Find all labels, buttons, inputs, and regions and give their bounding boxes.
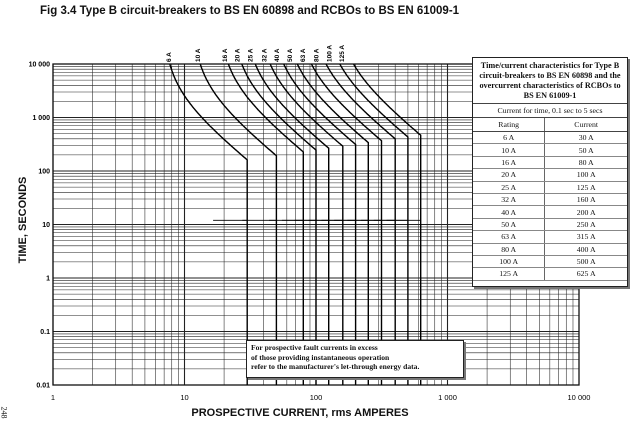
rating-cell: 10 A [473, 144, 545, 156]
y-tick-label: 1 000 [32, 115, 50, 122]
series-label-100a: 100 A [326, 44, 334, 62]
table-row [473, 255, 627, 267]
y-tick-label: 100 [38, 168, 50, 176]
table-row [473, 156, 627, 168]
series-label-25a: 25 A [247, 48, 255, 62]
table-title: Time/current characteristics for Type B circuit-breakers to BS EN 60898 and the overcurrent characteristics of RCBOs to BS EN 61009-1 [479, 61, 621, 100]
rating-cell: 80 A [473, 243, 545, 255]
current-cell: 200 A [545, 206, 627, 218]
x-tick-label: 1 000 [438, 393, 457, 402]
ratings-table [473, 118, 627, 281]
y-axis-label: TIME, SECONDS [17, 176, 29, 264]
series-label-125a: 125 A [339, 44, 347, 62]
current-cell: 315 A [545, 231, 627, 243]
header-rating: Rating [473, 118, 545, 132]
note-line: of those providing instantaneous operation [251, 352, 390, 362]
series-label-32a: 32 A [261, 48, 269, 62]
table-row [473, 268, 627, 280]
y-tick-label: 10 [42, 222, 50, 229]
series-labels [166, 45, 346, 62]
rating-cell: 100 A [473, 255, 545, 267]
series-label-80a: 80 A [313, 48, 321, 62]
rating-cell: 125 A [473, 268, 545, 280]
series-label-16a: 16 A [221, 48, 229, 62]
current-cell: 250 A [545, 218, 627, 230]
page-number: 248 [0, 406, 9, 419]
current-cell: 30 A [545, 132, 627, 144]
y-tick-label: 0.1 [40, 329, 50, 336]
table-row [473, 218, 627, 230]
current-cell: 160 A [545, 193, 627, 205]
series-label-20a: 20 A [234, 48, 242, 62]
table-row [473, 144, 627, 156]
let-through-note [246, 340, 464, 378]
rating-cell: 25 A [473, 181, 545, 193]
header-current: Current [545, 118, 627, 132]
current-cell: 125 A [545, 181, 627, 193]
series-label-40a: 40 A [274, 48, 282, 62]
rating-cell: 32 A [473, 193, 545, 205]
current-cell: 100 A [545, 169, 627, 181]
figure-title: Fig 3.4 Type B circuit-breakers to BS EN 60898 and RCBOs to BS EN 61009-1 [40, 5, 460, 17]
x-tick-label: 100 [309, 393, 323, 402]
current-cell: 80 A [545, 156, 627, 168]
current-cell: 625 A [545, 268, 627, 280]
series-label-6a: 6 A [165, 52, 173, 62]
y-tick-label: 0.01 [36, 382, 50, 390]
series-label-10a: 10 A [194, 48, 202, 62]
note-line: For prospective fault currents in excess [251, 343, 378, 352]
note-line: refer to the manufacturer's let-through energy data. [251, 362, 420, 372]
rating-cell: 6 A [473, 132, 545, 144]
rating-cell: 20 A [473, 169, 545, 181]
table-row [473, 243, 627, 255]
series-label-50a: 50 A [286, 48, 294, 62]
x-tick-label: 10 000 [567, 393, 591, 402]
table-subtitle: Current for time, 0.1 sec to 5 secs [473, 103, 627, 118]
current-cell: 400 A [545, 243, 627, 255]
y-tick-label: 10 000 [28, 61, 50, 69]
x-tick-label: 1 [50, 393, 56, 402]
x-axis-label: PROSPECTIVE CURRENT, rms AMPERES [191, 407, 409, 419]
table-header-row [473, 118, 627, 132]
table-row [473, 206, 627, 218]
table-row [473, 132, 627, 144]
y-tick-label: 1 [46, 275, 50, 283]
table-row [473, 169, 627, 181]
rating-cell: 63 A [473, 231, 545, 243]
x-tick-label: 10 [180, 393, 189, 402]
characteristics-table-box [472, 57, 628, 287]
rating-cell: 40 A [473, 206, 545, 218]
rating-cell: 16 A [473, 156, 545, 168]
table-row [473, 193, 627, 205]
current-cell: 500 A [545, 255, 627, 267]
rating-cell: 50 A [473, 218, 545, 230]
table-row [473, 231, 627, 243]
current-cell: 50 A [545, 144, 627, 156]
series-label-63a: 63 A [300, 48, 308, 62]
table-row [473, 181, 627, 193]
